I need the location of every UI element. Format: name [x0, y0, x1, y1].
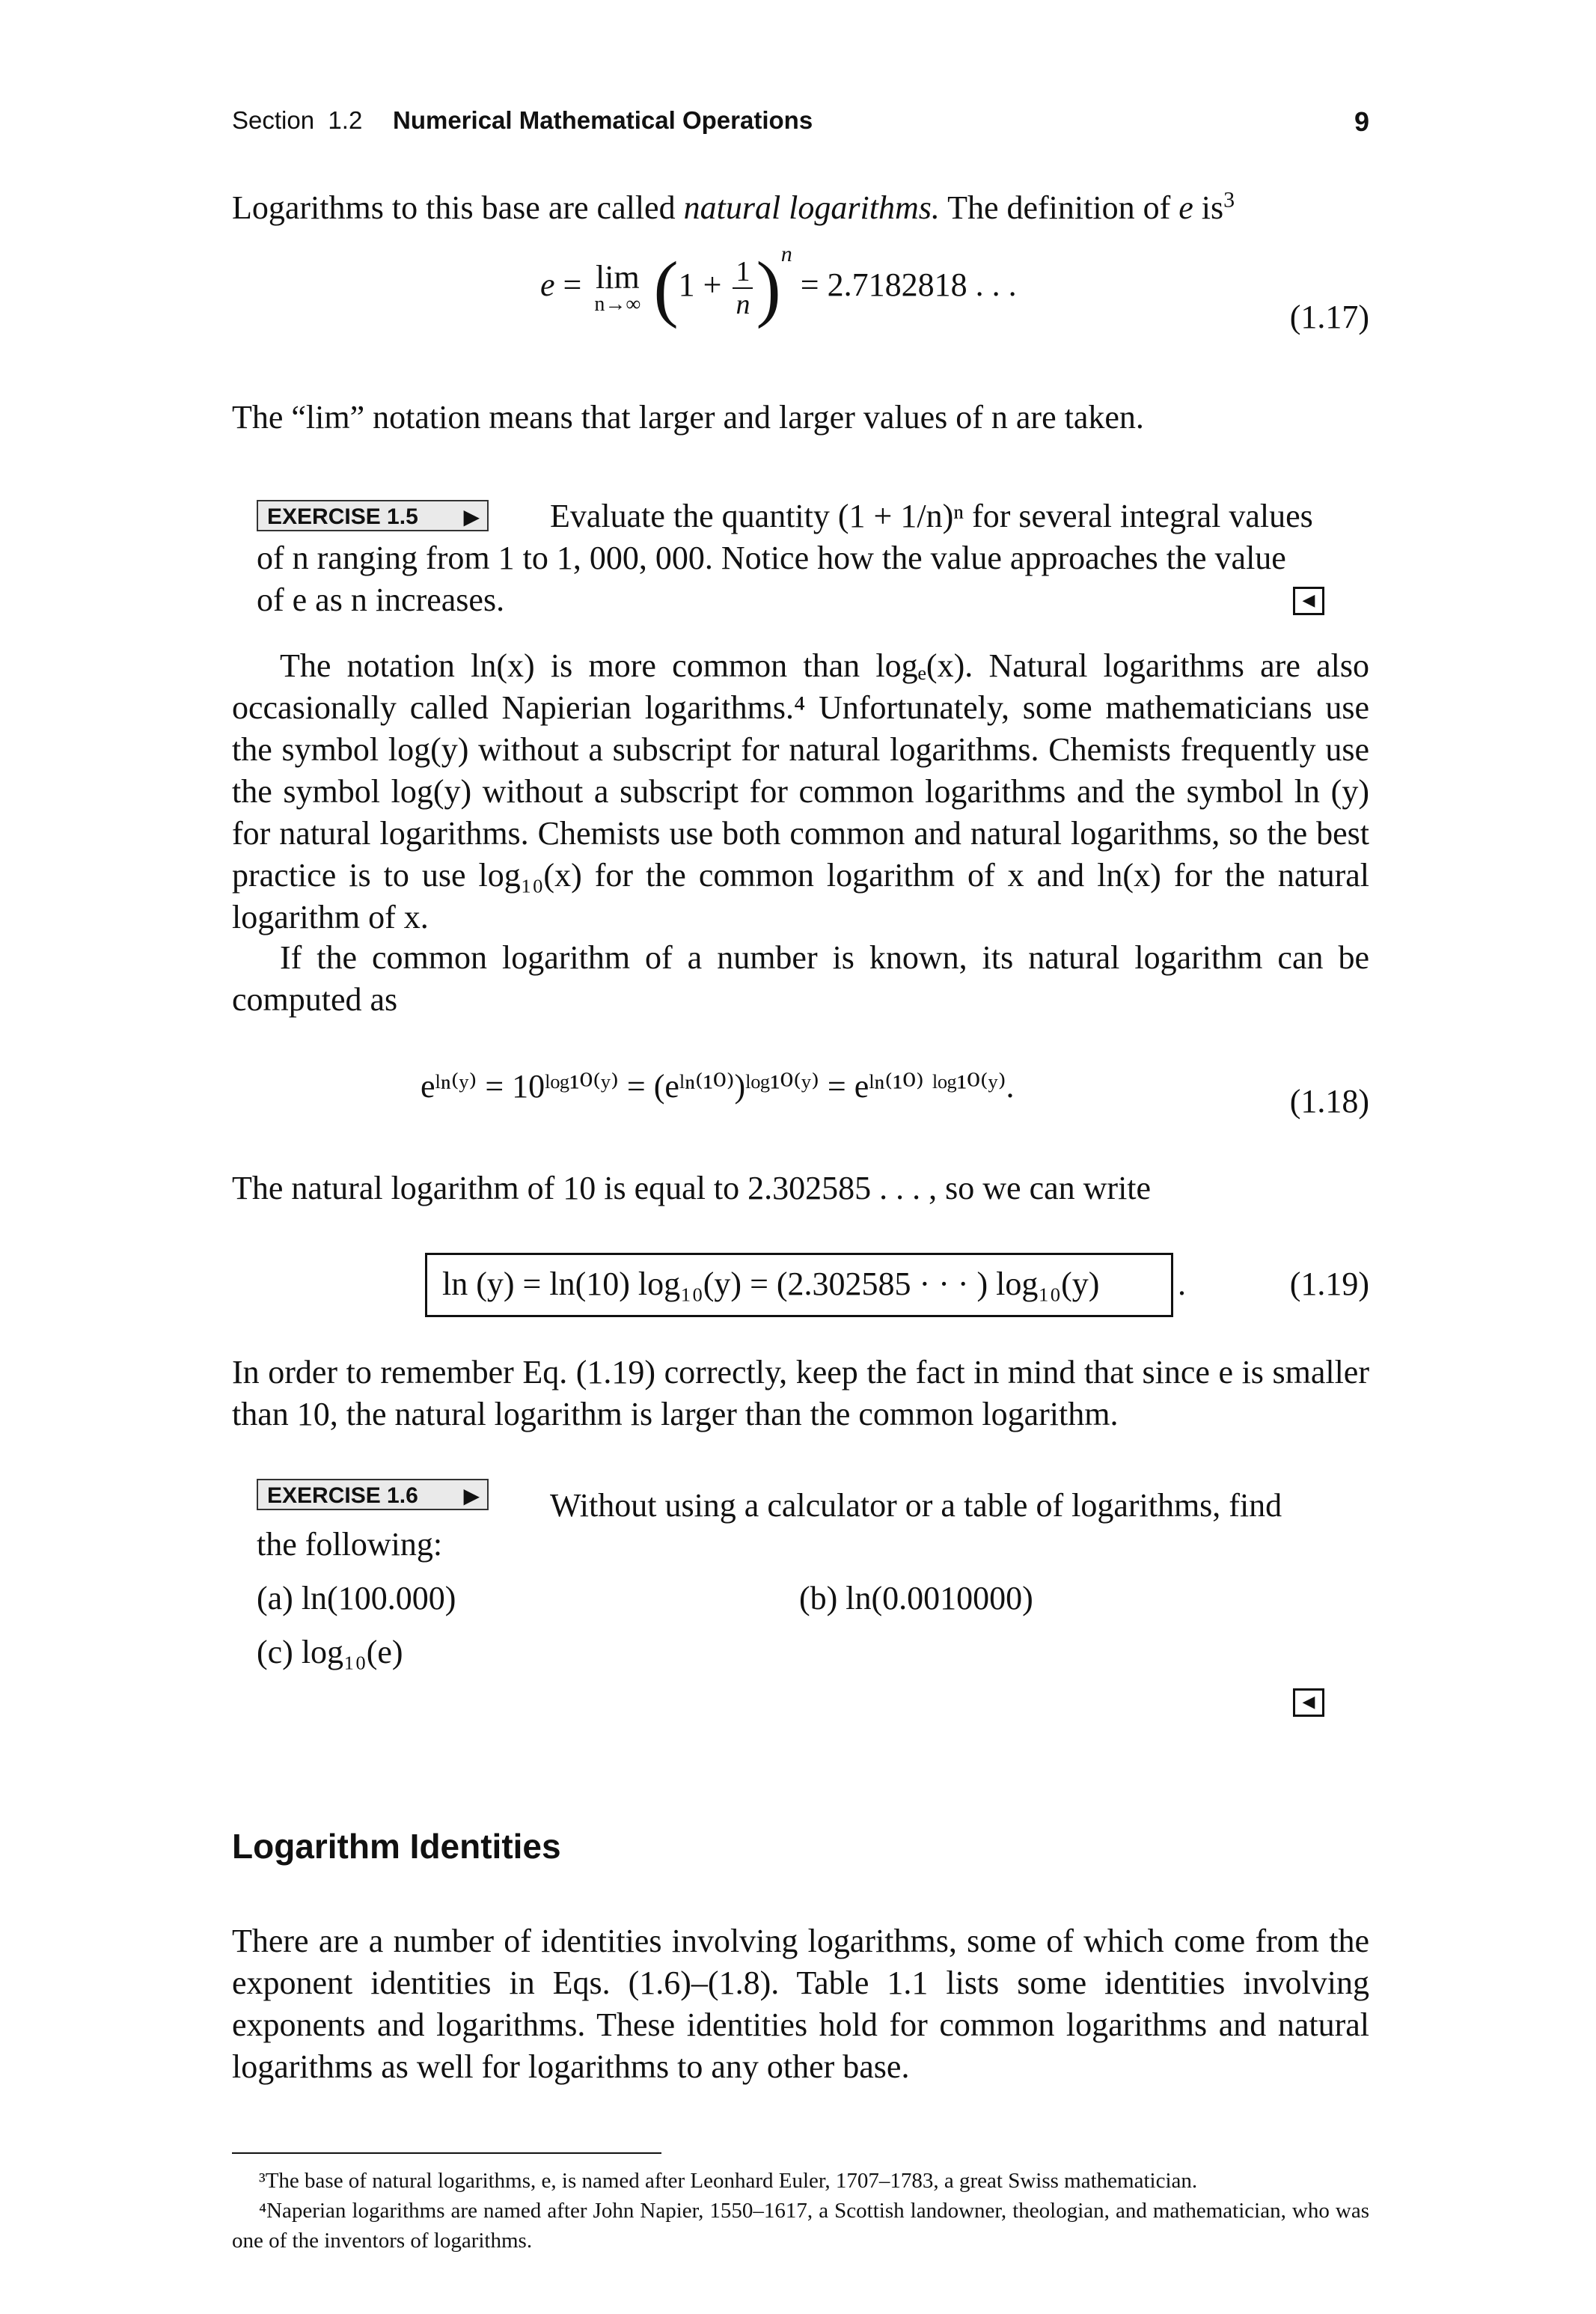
footnote-4: ⁴Naperian logarithms are named after John Napier, 1550–1617, a Scottish landowner, theologian, and mathematician, who was one of the inventors of logarithms. — [232, 2199, 1369, 2253]
exercise-1-5-badge: EXERCISE 1.5 ▶ — [257, 500, 489, 531]
equation-1-19-period: . — [1178, 1266, 1186, 1302]
end-exercise-icon: ◀ — [1293, 1688, 1324, 1717]
exercise-1-6-part-b: (b) ln(0.0010000) — [799, 1580, 1033, 1617]
exercise-1-6-line1: Without using a calculator or a table of logarithms, find — [550, 1487, 1282, 1524]
paragraph-lim-notation: The “lim” notation means that larger and larger values of n are taken. — [232, 399, 1144, 436]
end-exercise-icon: ◀ — [1293, 587, 1324, 615]
exercise-1-5-line1: Evaluate the quantity (1 + 1/n)ⁿ for several integral values — [550, 498, 1313, 534]
play-arrow-icon: ▶ — [463, 505, 480, 528]
footnote-ref-3[interactable]: 3 — [1223, 187, 1235, 213]
exercise-1-5-line3: of e as n increases. — [257, 581, 505, 618]
paragraph-log-identities: There are a number of identities involving logarithms, some of which come from the exponent identities in Eqs. (1.6)–(1.8). Table 1.1 lists some identities involving exponents and logarithms. These identities hold for common logarithms and natural logarithms as well for logarithms to any other base. — [232, 1923, 1369, 2085]
exercise-1-6-badge: EXERCISE 1.6 ▶ — [257, 1479, 489, 1510]
exercise-1-6-part-c: (c) log₁₀(e) — [257, 1634, 403, 1670]
section-heading: Logarithm Identities — [232, 1827, 561, 1866]
exercise-1-6-part-a: (a) ln(100.000) — [257, 1580, 456, 1617]
exercise-1-6-line2: the following: — [257, 1526, 443, 1563]
equation-1-19-box: ln (y) = ln(10) log₁₀(y) = (2.302585 · · · ) log₁₀(y) — [425, 1253, 1173, 1317]
running-header — [232, 106, 1369, 144]
footnote-divider — [232, 2152, 661, 2154]
equation-1-18: eˡⁿ⁽ʸ⁾ = 10ˡᵒᵍ¹⁰⁽ʸ⁾ = (eˡⁿ⁽¹⁰⁾)ˡᵒᵍ¹⁰⁽ʸ⁾ = eˡⁿ⁽¹⁰⁾ ˡᵒᵍ¹⁰⁽ʸ⁾. — [421, 1068, 1015, 1105]
equation-number-1-19: (1.19) — [1289, 1266, 1369, 1302]
paragraph-remember-eq: In order to remember Eq. (1.19) correctly, keep the fact in mind that since e is smaller than 10, the natural logarithm is larger than the common logarithm. — [232, 1354, 1369, 1432]
paragraph-natural-log-intro: Logarithms to this base are called natural logarithms. The definition of e $is^3$ — [232, 187, 1235, 226]
exercise-1-5-line2: of n ranging from 1 to 1, 000, 000. Notice how the value approaches the value — [257, 540, 1286, 576]
section-label: Section 1.2 — [232, 106, 363, 134]
section-running-title: Numerical Mathematical Operations — [393, 106, 813, 134]
equation-1-17: e = lim n→∞ (1 + $\frac{1}{n}$ )$^n$ = 2.7182818 . . . — [540, 242, 1017, 329]
footnote-3: ³The base of natural logarithms, e, is named after Leonhard Euler, 1707–1783, a great Swiss mathematician. — [259, 2169, 1198, 2193]
play-arrow-icon: ▶ — [463, 1484, 480, 1507]
page-number: 9 — [1354, 106, 1369, 137]
paragraph-ln10-value: The natural logarithm of 10 is equal to 2.302585 . . . , so we can write — [232, 1170, 1152, 1206]
paragraph-convert-common-to-natural: If the common logarithm of a number is known, its natural logarithm can be computed as — [232, 939, 1369, 1018]
equation-number-1-18: (1.18) — [1289, 1083, 1369, 1120]
equation-number-1-17: (1.17) — [1289, 299, 1369, 335]
paragraph-ln-notation: The notation ln(x) is more common than logₑ(x). Natural logarithms are also occasionally called Napierian logarithms.⁴ Unfortunately, some mathematicians use the symbol log(y) without a subscript for natural logarithms. Chemists frequently use the symbol log(y) without a subscript for common logarithms and the symbol ln (y) for natural logarithms. Chemists use both common and natural logarithms, so the best practice is to use log₁₀(x) for the common logarithm of x and ln(x) for the natural logarithm of x. — [232, 647, 1369, 935]
